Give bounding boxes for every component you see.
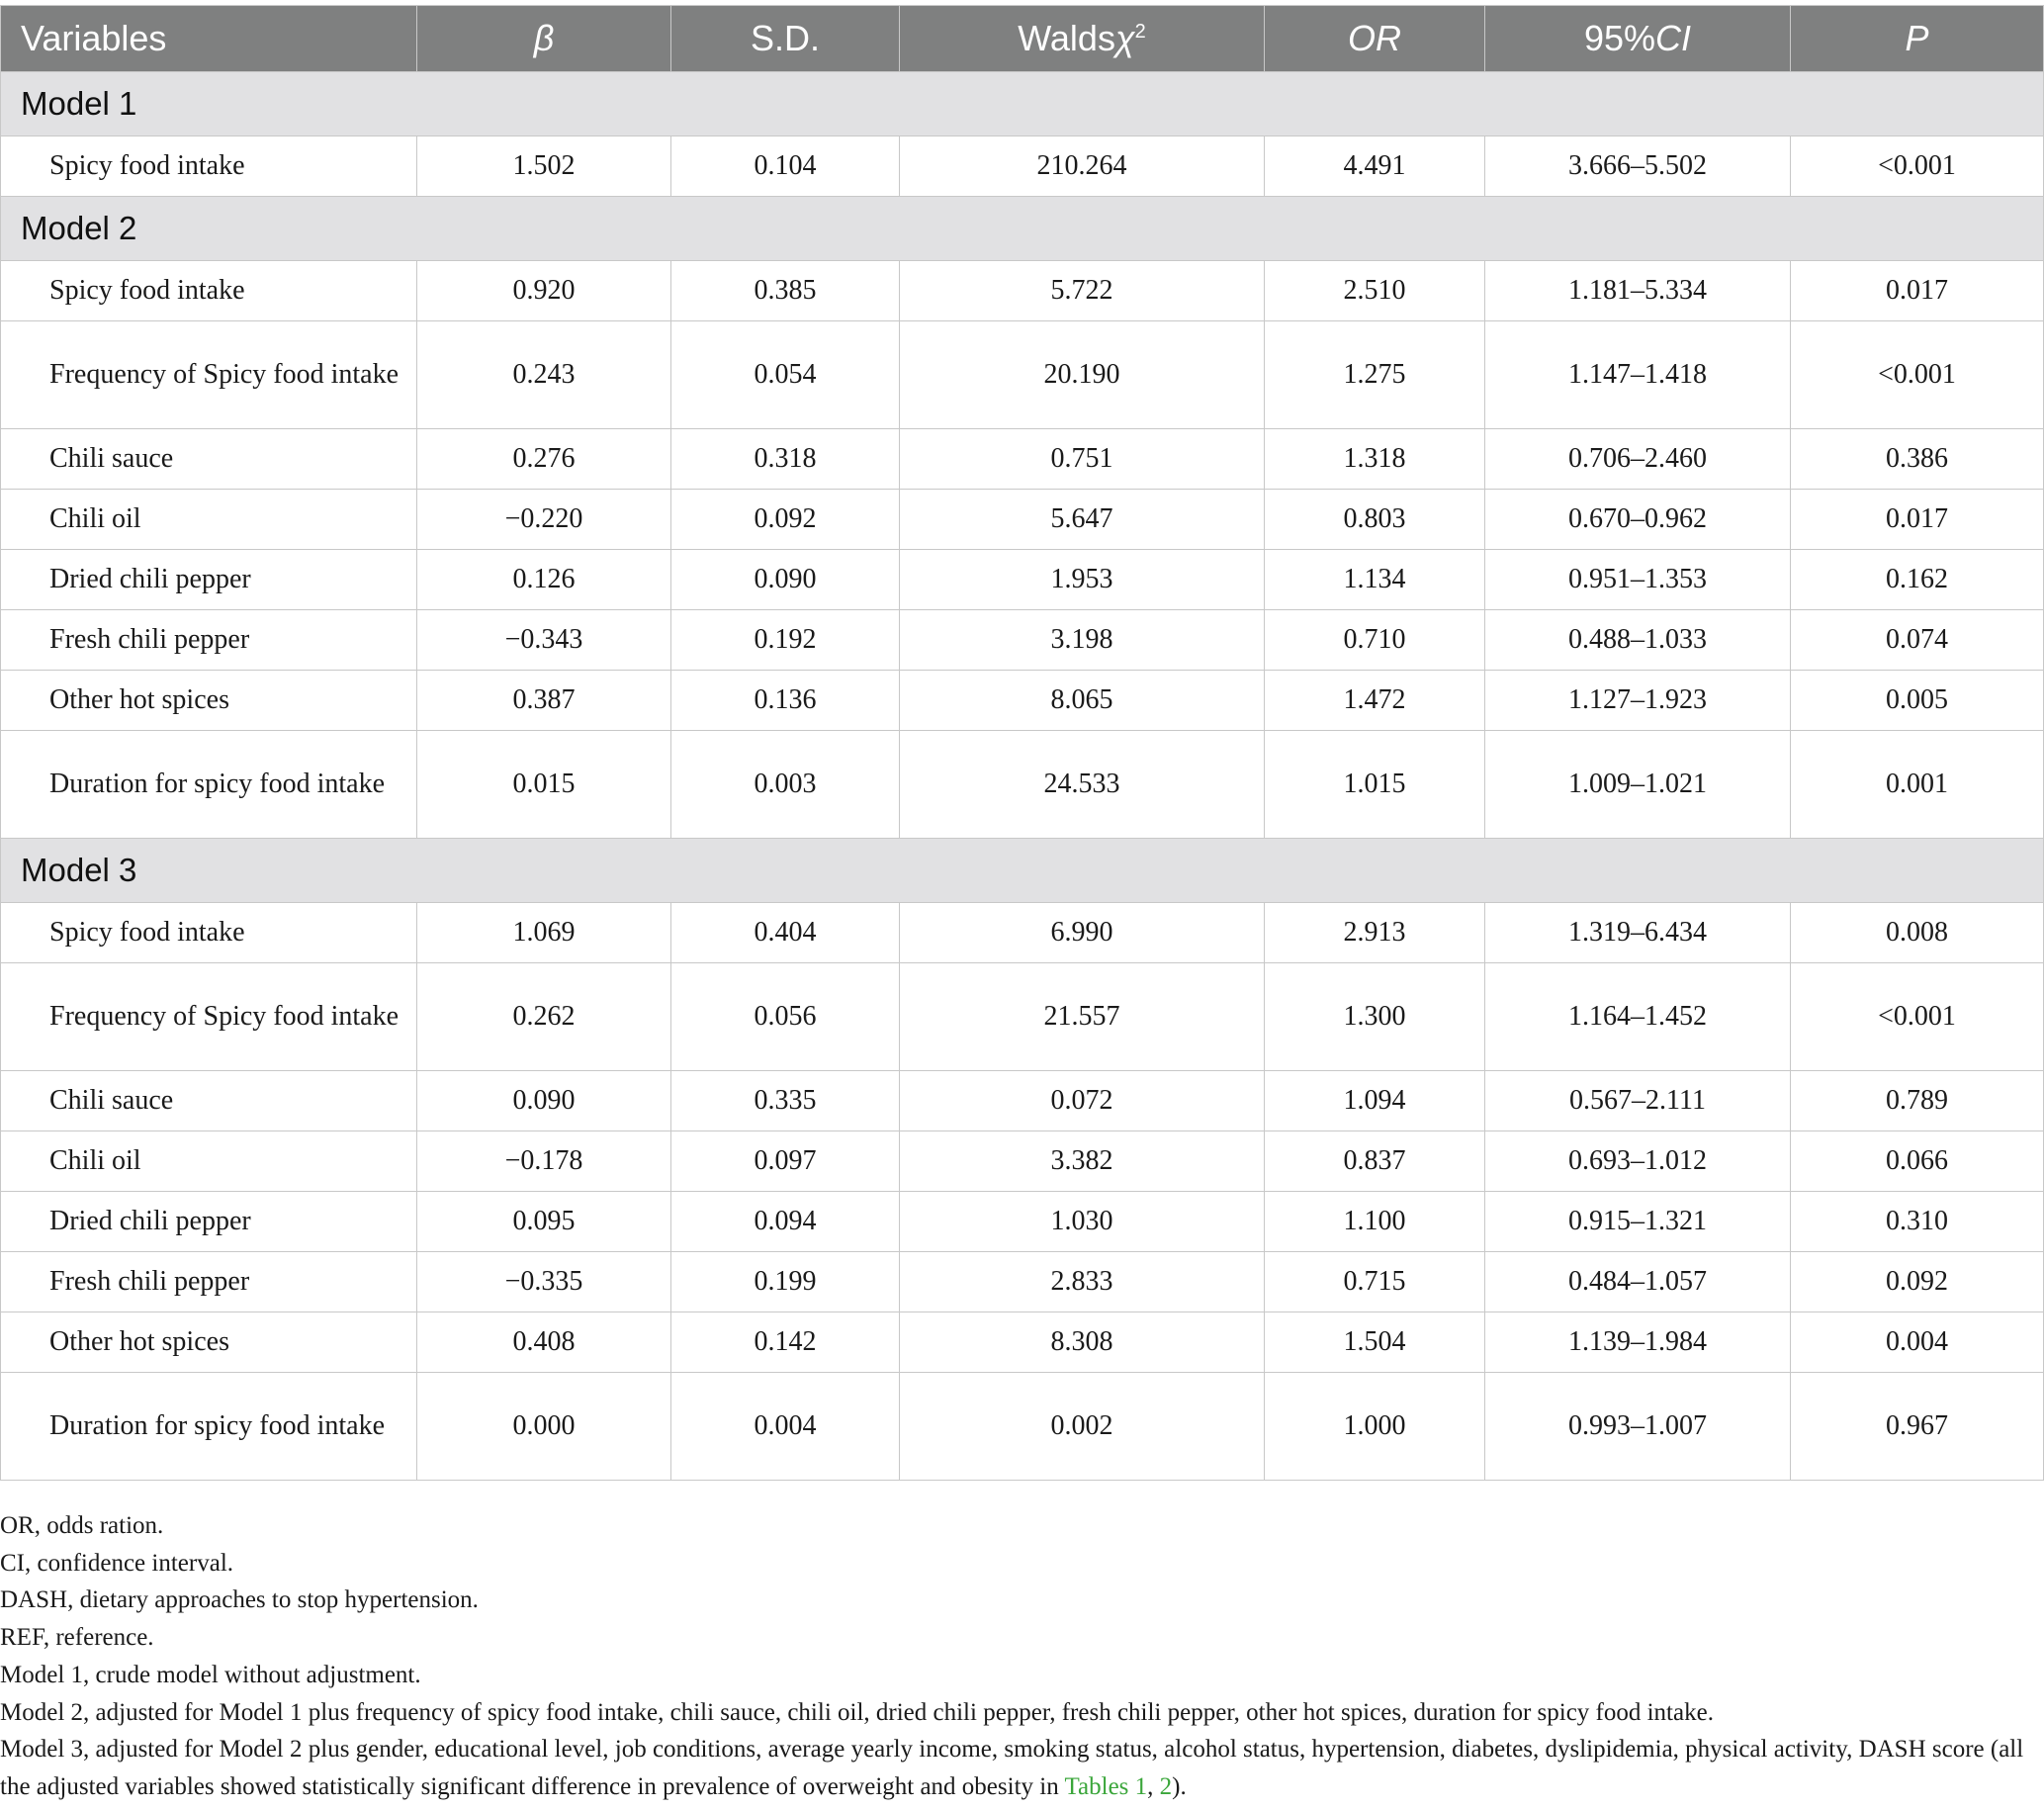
beta-cell: 0.243	[417, 321, 671, 429]
table-body	[1, 72, 2044, 1481]
or-cell: 1.134	[1265, 550, 1485, 610]
variable-cell: Spicy food intake	[1, 136, 417, 197]
wald-cell: 21.557	[900, 963, 1265, 1071]
or-cell: 1.300	[1265, 963, 1485, 1071]
wald-cell: 8.308	[900, 1312, 1265, 1373]
beta-cell: 0.262	[417, 963, 671, 1071]
sd-cell: 0.104	[671, 136, 900, 197]
header-p-label: P	[1905, 18, 1929, 58]
beta-cell: 0.126	[417, 550, 671, 610]
header-variables: Variables	[1, 6, 417, 72]
wald-cell: 1.953	[900, 550, 1265, 610]
note-or: OR, odds ration.	[0, 1512, 164, 1539]
note-ref: REF, reference.	[0, 1624, 154, 1652]
wald-cell: 1.030	[900, 1192, 1265, 1252]
or-cell: 1.100	[1265, 1192, 1485, 1252]
sd-cell: 0.056	[671, 963, 900, 1071]
header-beta-label: β	[533, 18, 555, 58]
section-title: Model 3	[1, 839, 2044, 903]
p-cell: <0.001	[1791, 321, 2044, 429]
ci-cell: 0.488–1.033	[1485, 610, 1791, 671]
variable-cell: Dried chili pepper	[1, 1192, 417, 1252]
variable-cell: Fresh chili pepper	[1, 1252, 417, 1312]
table-row	[1, 731, 2044, 839]
table-row	[1, 671, 2044, 731]
ci-cell: 1.139–1.984	[1485, 1312, 1791, 1373]
sd-cell: 0.092	[671, 490, 900, 550]
ci-cell: 1.181–5.334	[1485, 261, 1791, 321]
sd-cell: 0.318	[671, 429, 900, 490]
section-title: Model 2	[1, 197, 2044, 261]
note-dash: DASH, dietary approaches to stop hypertension.	[0, 1586, 479, 1614]
sd-cell: 0.192	[671, 610, 900, 671]
sd-cell: 0.335	[671, 1071, 900, 1131]
or-cell: 0.710	[1265, 610, 1485, 671]
header-p	[1791, 6, 2044, 72]
beta-cell: 0.408	[417, 1312, 671, 1373]
section-row	[1, 72, 2044, 136]
variable-cell: Chili sauce	[1, 429, 417, 490]
table-row	[1, 261, 2044, 321]
note-model3	[0, 1731, 2037, 1805]
ci-cell: 0.484–1.057	[1485, 1252, 1791, 1312]
variable-cell: Chili oil	[1, 1131, 417, 1192]
note-model1: Model 1, crude model without adjustment.	[0, 1661, 421, 1688]
beta-cell: 0.387	[417, 671, 671, 731]
beta-cell: 0.090	[417, 1071, 671, 1131]
wald-cell: 2.833	[900, 1252, 1265, 1312]
ci-cell: 3.666–5.502	[1485, 136, 1791, 197]
p-cell: 0.074	[1791, 610, 2044, 671]
variable-cell: Other hot spices	[1, 1312, 417, 1373]
or-cell: 4.491	[1265, 136, 1485, 197]
p-cell: 0.004	[1791, 1312, 2044, 1373]
table-row	[1, 903, 2044, 963]
p-cell: <0.001	[1791, 963, 2044, 1071]
beta-cell: −0.178	[417, 1131, 671, 1192]
table-row	[1, 610, 2044, 671]
p-cell: 0.386	[1791, 429, 2044, 490]
variable-cell: Chili sauce	[1, 1071, 417, 1131]
p-cell: 0.017	[1791, 261, 2044, 321]
or-cell: 1.000	[1265, 1373, 1485, 1481]
variable-cell: Frequency of Spicy food intake	[1, 963, 417, 1071]
ci-cell: 1.164–1.452	[1485, 963, 1791, 1071]
section-row	[1, 839, 2044, 903]
table-2-link[interactable]: 2	[1159, 1772, 1173, 1800]
or-cell: 0.837	[1265, 1131, 1485, 1192]
or-cell: 0.803	[1265, 490, 1485, 550]
sd-cell: 0.054	[671, 321, 900, 429]
variable-cell: Fresh chili pepper	[1, 610, 417, 671]
note-ci: CI, confidence interval.	[0, 1549, 234, 1577]
header-sd: S.D.	[671, 6, 900, 72]
ci-cell: 1.319–6.434	[1485, 903, 1791, 963]
wald-cell: 0.751	[900, 429, 1265, 490]
wald-cell: 3.382	[900, 1131, 1265, 1192]
sd-cell: 0.404	[671, 903, 900, 963]
beta-cell: −0.335	[417, 1252, 671, 1312]
results-table-container	[0, 5, 2044, 1481]
sd-cell: 0.136	[671, 671, 900, 731]
wald-cell: 6.990	[900, 903, 1265, 963]
beta-cell: 0.015	[417, 731, 671, 839]
header-wald-label: Walds	[1018, 18, 1115, 58]
sd-cell: 0.003	[671, 731, 900, 839]
wald-cell: 24.533	[900, 731, 1265, 839]
table-row	[1, 429, 2044, 490]
note-model3-end: ).	[1172, 1772, 1187, 1800]
table-row	[1, 1192, 2044, 1252]
regression-table	[0, 5, 2044, 1481]
p-cell: 0.967	[1791, 1373, 2044, 1481]
sd-cell: 0.090	[671, 550, 900, 610]
or-cell: 2.913	[1265, 903, 1485, 963]
header-ci	[1485, 6, 1791, 72]
or-cell: 0.715	[1265, 1252, 1485, 1312]
variable-cell: Spicy food intake	[1, 261, 417, 321]
p-cell: 0.066	[1791, 1131, 2044, 1192]
section-title: Model 1	[1, 72, 2044, 136]
p-cell: 0.008	[1791, 903, 2044, 963]
beta-cell: 0.920	[417, 261, 671, 321]
ci-cell: 1.127–1.923	[1485, 671, 1791, 731]
ci-cell: 1.009–1.021	[1485, 731, 1791, 839]
beta-cell: 1.069	[417, 903, 671, 963]
table-row	[1, 550, 2044, 610]
p-cell: 0.017	[1791, 490, 2044, 550]
table-row	[1, 1312, 2044, 1373]
variable-cell: Duration for spicy food intake	[1, 731, 417, 839]
variable-cell: Spicy food intake	[1, 903, 417, 963]
table-row	[1, 321, 2044, 429]
p-cell: 0.310	[1791, 1192, 2044, 1252]
sd-cell: 0.097	[671, 1131, 900, 1192]
table-row	[1, 1373, 2044, 1481]
header-wald	[900, 6, 1265, 72]
table-row	[1, 1071, 2044, 1131]
p-cell: 0.162	[1791, 550, 2044, 610]
ci-cell: 0.670–0.962	[1485, 490, 1791, 550]
beta-cell: −0.343	[417, 610, 671, 671]
wald-cell: 210.264	[900, 136, 1265, 197]
table-row	[1, 963, 2044, 1071]
sd-cell: 0.199	[671, 1252, 900, 1312]
beta-cell: 0.095	[417, 1192, 671, 1252]
p-cell: 0.789	[1791, 1071, 2044, 1131]
or-cell: 2.510	[1265, 261, 1485, 321]
table-header-row	[1, 6, 2044, 72]
note-model3-text: Model 3, adjusted for Model 2 plus gender, educational level, job conditions, average yearly income, smoking status, alcohol status, hypertension, diabetes, dyslipidemia, physical activity, DASH score (all the adjusted variables showed statistically significant difference in prevalence of overweight and obesity in	[0, 1736, 2024, 1800]
tables-1-link[interactable]: Tables 1	[1064, 1772, 1148, 1800]
header-beta	[417, 6, 671, 72]
table-row	[1, 1252, 2044, 1312]
table-row	[1, 490, 2044, 550]
beta-cell: 1.502	[417, 136, 671, 197]
or-cell: 1.472	[1265, 671, 1485, 731]
p-cell: 0.005	[1791, 671, 2044, 731]
sd-cell: 0.094	[671, 1192, 900, 1252]
ci-cell: 0.706–2.460	[1485, 429, 1791, 490]
ci-cell: 0.993–1.007	[1485, 1373, 1791, 1481]
variable-cell: Other hot spices	[1, 671, 417, 731]
wald-cell: 20.190	[900, 321, 1265, 429]
beta-cell: 0.000	[417, 1373, 671, 1481]
or-cell: 1.094	[1265, 1071, 1485, 1131]
wald-cell: 8.065	[900, 671, 1265, 731]
header-wald-sup: 2	[1134, 21, 1146, 43]
sd-cell: 0.385	[671, 261, 900, 321]
or-cell: 1.275	[1265, 321, 1485, 429]
header-or	[1265, 6, 1485, 72]
p-cell: 0.092	[1791, 1252, 2044, 1312]
table-footnotes	[0, 1507, 2037, 1806]
header-or-label: OR	[1348, 18, 1401, 58]
variable-cell: Duration for spicy food intake	[1, 1373, 417, 1481]
ci-cell: 0.915–1.321	[1485, 1192, 1791, 1252]
ci-cell: 1.147–1.418	[1485, 321, 1791, 429]
header-ci-prefix: 95%	[1583, 18, 1656, 58]
sd-cell: 0.142	[671, 1312, 900, 1373]
header-wald-symbol: χ	[1114, 18, 1135, 58]
p-cell: 0.001	[1791, 731, 2044, 839]
header-ci-suffix: CI	[1655, 18, 1692, 58]
wald-cell: 0.072	[900, 1071, 1265, 1131]
sd-cell: 0.004	[671, 1373, 900, 1481]
wald-cell: 5.722	[900, 261, 1265, 321]
table-row	[1, 136, 2044, 197]
beta-cell: −0.220	[417, 490, 671, 550]
beta-cell: 0.276	[417, 429, 671, 490]
variable-cell: Chili oil	[1, 490, 417, 550]
variable-cell: Frequency of Spicy food intake	[1, 321, 417, 429]
ci-cell: 0.951–1.353	[1485, 550, 1791, 610]
variable-cell: Dried chili pepper	[1, 550, 417, 610]
or-cell: 1.015	[1265, 731, 1485, 839]
wald-cell: 5.647	[900, 490, 1265, 550]
ci-cell: 0.693–1.012	[1485, 1131, 1791, 1192]
p-cell: <0.001	[1791, 136, 2044, 197]
wald-cell: 3.198	[900, 610, 1265, 671]
ci-cell: 0.567–2.111	[1485, 1071, 1791, 1131]
note-model3-sep: ,	[1147, 1772, 1160, 1800]
or-cell: 1.504	[1265, 1312, 1485, 1373]
wald-cell: 0.002	[900, 1373, 1265, 1481]
table-row	[1, 1131, 2044, 1192]
or-cell: 1.318	[1265, 429, 1485, 490]
note-model2: Model 2, adjusted for Model 1 plus frequency of spicy food intake, chili sauce, chili oil, dried chili pepper, fresh chili pepper, other hot spices, duration for spicy food intake.	[0, 1698, 1714, 1726]
section-row	[1, 197, 2044, 261]
